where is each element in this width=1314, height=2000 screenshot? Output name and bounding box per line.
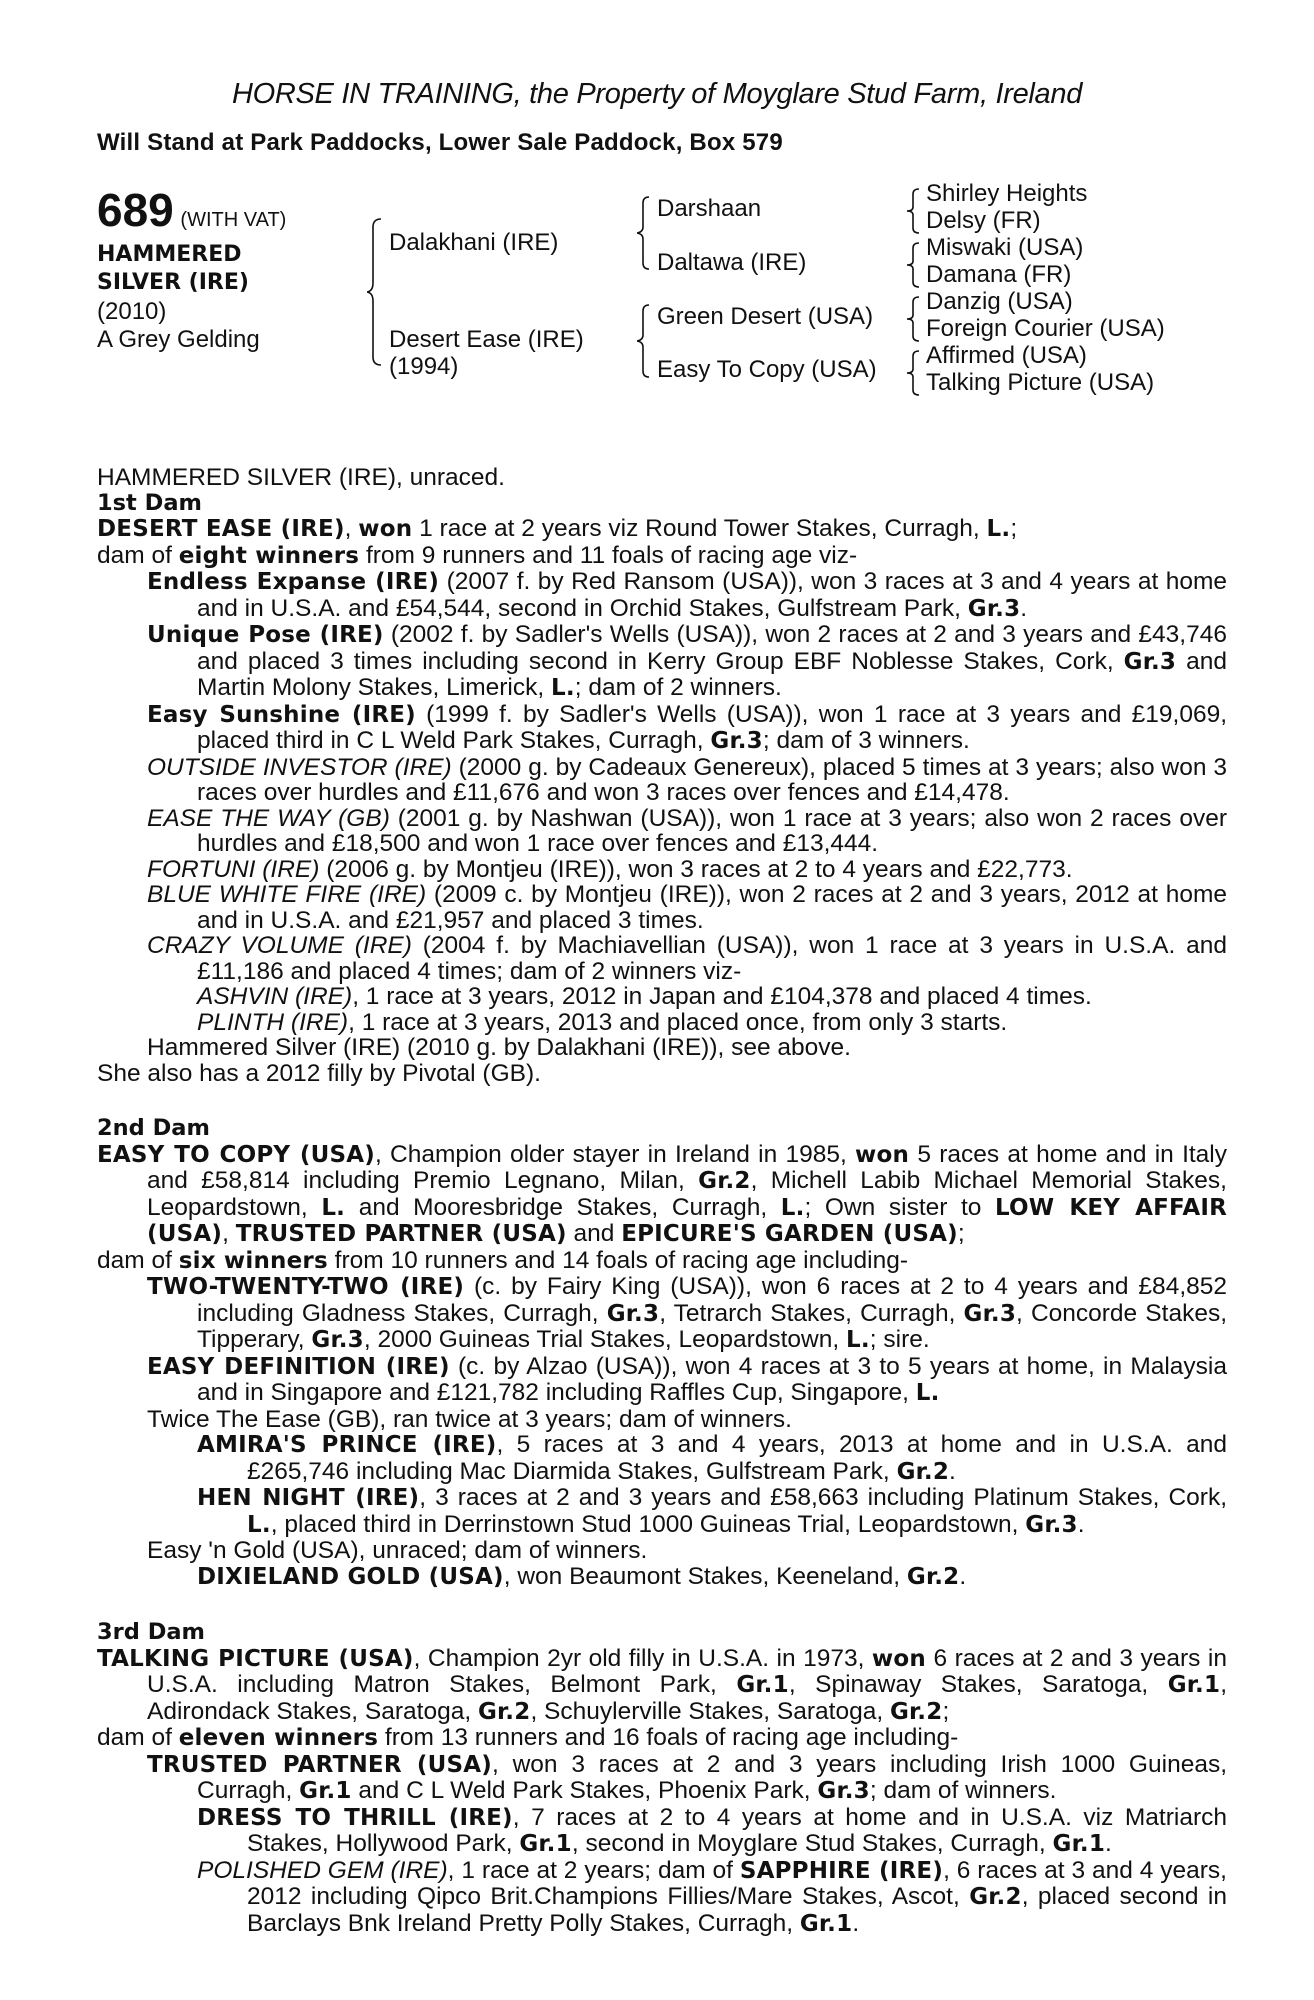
lot-block: [97, 184, 287, 236]
third-dam-heading: 3rd Dam: [97, 1619, 205, 1645]
brace-4: [907, 187, 921, 235]
dam-dam: Easy To Copy (USA): [657, 356, 877, 383]
list-item: CRAZY VOLUME (IRE) (2004 f. by Machiavellian (USA)), won 1 race at 3 years in U.S.A. and £11,186 and placed 4 times; dam of 2 winners viz-: [147, 932, 1227, 985]
intro-line: HAMMERED SILVER (IRE), unraced.: [97, 464, 505, 491]
second-dam-produce: dam of six winners from 10 runners and 14 foals of racing age including-: [97, 1246, 909, 1274]
brace-6: [907, 295, 921, 343]
ped-ddd: Talking Picture (USA): [926, 369, 1155, 396]
horse-description: A Grey Gelding: [97, 326, 260, 353]
list-item: Easy 'n Gold (USA), unraced; dam of winners.: [147, 1537, 648, 1564]
brace-3: [637, 303, 651, 379]
list-item: Hammered Silver (IRE) (2010 g. by Dalakhani (IRE)), see above.: [147, 1034, 851, 1061]
pedigree-table: [97, 180, 1227, 437]
dam-name: Desert Ease (IRE): [389, 326, 584, 353]
list-item: Unique Pose (IRE) (2002 f. by Sadler's Wells (USA)), won 2 races at 2 and 3 years and £43,746 and placed 3 times including second in Kerry Group EBF Noblesse Stakes, Cork, Gr.3 and Martin Molony Stakes, Limerick, L.; dam of 2 winners.: [147, 621, 1227, 701]
ped-sdd: Damana (FR): [926, 261, 1072, 288]
first-dam-heading: 1st Dam: [97, 489, 202, 516]
list-item: FORTUNI (IRE) (2006 g. by Montjeu (IRE)), won 3 races at 2 to 4 years and £22,773.: [147, 855, 1073, 883]
ped-sds: Miswaki (USA): [926, 234, 1084, 261]
second-dam-heading: 2nd Dam: [97, 1115, 210, 1141]
brace-7: [907, 349, 921, 397]
ped-dss: Danzig (USA): [926, 288, 1073, 315]
brace-2: [637, 195, 651, 271]
lot-number: 689: [97, 184, 174, 236]
also-note: She also has a 2012 filly by Pivotal (GB).: [97, 1059, 541, 1087]
ped-dsd: Foreign Courier (USA): [926, 315, 1165, 342]
list-item: PLINTH (IRE), 1 race at 3 years, 2013 and placed once, from only 3 starts.: [197, 1008, 1008, 1036]
foaling-year: (2010): [97, 298, 167, 325]
ped-ssd: Delsy (FR): [926, 207, 1041, 234]
sire-dam: Daltawa (IRE): [657, 249, 807, 276]
third-dam-entry: TALKING PICTURE (USA), Champion 2yr old filly in U.S.A. in 1973, won 6 races at 2 and 3 years in U.S.A. including Matron Stakes, Belmont Park, Gr.1, Spinaway Stakes, Saratoga, Gr.1, Adirondack Stakes, Saratoga, Gr.2, Schuylerville Stakes, Saratoga, Gr.2;: [97, 1644, 1227, 1725]
list-item: Easy Sunshine (IRE) (1999 f. by Sadler's Wells (USA)), won 1 race at 3 years and £19,069, placed third in C L Weld Park Stakes, Curragh, Gr.3; dam of 3 winners.: [147, 700, 1228, 754]
ped-sss: Shirley Heights: [926, 180, 1088, 207]
list-item: EASY DEFINITION (IRE) (c. by Alzao (USA)), won 4 races at 3 to 5 years at home, in Malaysia and in Singapore and £121,782 including Raffles Cup, Singapore, L.: [147, 1352, 1227, 1406]
list-item: DRESS TO THRILL (IRE), 7 races at 2 to 4 years at home and in U.S.A. viz Matriarch Stakes, Hollywood Park, Gr.1, second in Moyglare Stud Stakes, Curragh, Gr.1.: [197, 1803, 1227, 1857]
dam-sire: Green Desert (USA): [657, 303, 874, 330]
list-item: TRUSTED PARTNER (USA), won 3 races at 2 and 3 years including Irish 1000 Guineas, Curragh, Gr.1 and C L Weld Park Stakes, Phoenix Park, Gr.3; dam of winners.: [147, 1750, 1227, 1804]
ped-dds: Affirmed (USA): [926, 342, 1087, 369]
horse-name-line2: SILVER (IRE): [97, 270, 249, 295]
page-title: HORSE IN TRAINING, the Property of Moyglare Stud Farm, Ireland: [231, 78, 1083, 110]
list-item: AMIRA'S PRINCE (IRE), 5 races at 3 and 4 years, 2013 at home and in U.S.A. and £265,746 including Mac Diarmida Stakes, Gulfstream Park, Gr.2.: [197, 1431, 1227, 1485]
list-item: TWO-TWENTY-TWO (IRE) (c. by Fairy King (USA)), won 6 races at 2 to 4 years and £84,852 including Gladness Stakes, Curragh, Gr.3, Tetrarch Stakes, Curragh, Gr.3, Concorde Stakes, Tipperary, Gr.3, 2000 Guineas Trial Stakes, Leopardstown, L.; sire.: [147, 1273, 1228, 1353]
sire-name: Dalakhani (IRE): [389, 229, 559, 256]
list-item: Endless Expanse (IRE) (2007 f. by Red Ransom (USA)), won 3 races at 3 and 4 years at home and in U.S.A. and £54,544, second in Orchid Stakes, Gulfstream Park, Gr.3.: [147, 568, 1227, 622]
brace-5: [907, 241, 921, 289]
list-item: HEN NIGHT (IRE), 3 races at 2 and 3 years and £58,663 including Platinum Stakes, Cork, L., placed third in Derrinstown Stud 1000 Guineas Trial, Leopardstown, Gr.3.: [197, 1484, 1228, 1538]
first-dam-entry: DESERT EASE (IRE), won 1 race at 2 years viz Round Tower Stakes, Curragh, L.;: [97, 515, 1018, 542]
second-dam-entry: EASY TO COPY (USA), Champion older stayer in Ireland in 1985, won 5 races at home and in Italy and £58,814 including Premio Legnano, Milan, Gr.2, Michell Labib Michael Memorial Stakes, Leopardstown, L. and Mooresbridge Stakes, Curragh, L.; Own sister to LOW KEY AFFAIR (USA), TRUSTED PARTNER (USA) and EPICURE'S GARDEN (USA);: [97, 1140, 1228, 1247]
catalogue-body: [97, 465, 1227, 1937]
list-item: BLUE WHITE FIRE (IRE) (2009 c. by Montjeu (IRE)), won 2 races at 2 and 3 years, 2012 at home and in U.S.A. and £21,957 and placed 3 times.: [147, 881, 1227, 934]
list-item: Twice The Ease (GB), ran twice at 3 years; dam of winners.: [147, 1405, 792, 1433]
catalogue-page: [97, 78, 1227, 1937]
location-line: Will Stand at Park Paddocks, Lower Sale Paddock, Box 579: [97, 129, 783, 156]
dam-year: (1994): [389, 353, 459, 380]
list-item: ASHVIN (IRE), 1 race at 3 years, 2012 in Japan and £104,378 and placed 4 times.: [197, 983, 1092, 1010]
vat-label: (WITH VAT): [180, 209, 287, 231]
sire-sire: Darshaan: [657, 195, 762, 222]
horse-name-line1: HAMMERED: [97, 242, 242, 267]
list-item: EASE THE WAY (GB) (2001 g. by Nashwan (USA)), won 1 race at 3 years; also won 2 races over hurdles and £18,500 and won 1 race over fences and £13,444.: [147, 804, 1227, 857]
first-dam-produce: dam of eight winners from 9 runners and 11 foals of racing age viz-: [97, 541, 858, 569]
third-dam-produce: dam of eleven winners from 13 runners and 16 foals of racing age including-: [97, 1724, 959, 1751]
list-item: POLISHED GEM (IRE), 1 race at 2 years; dam of SAPPHIRE (IRE), 6 races at 3 and 4 years, 2012 including Qipco Brit.Champions Fillies/Mare Stakes, Ascot, Gr.2, placed second in Barclays Bnk Ireland Pretty Polly Stakes, Curragh, Gr.1.: [197, 1856, 1227, 1937]
brace-1: [367, 217, 383, 367]
list-item: DIXIELAND GOLD (USA), won Beaumont Stakes, Keeneland, Gr.2.: [197, 1562, 967, 1590]
list-item: OUTSIDE INVESTOR (IRE) (2000 g. by Cadeaux Genereux), placed 5 times at 3 years; also won 3 races over hurdles and £11,676 and won 3 races over fences and £14,478.: [147, 753, 1227, 806]
